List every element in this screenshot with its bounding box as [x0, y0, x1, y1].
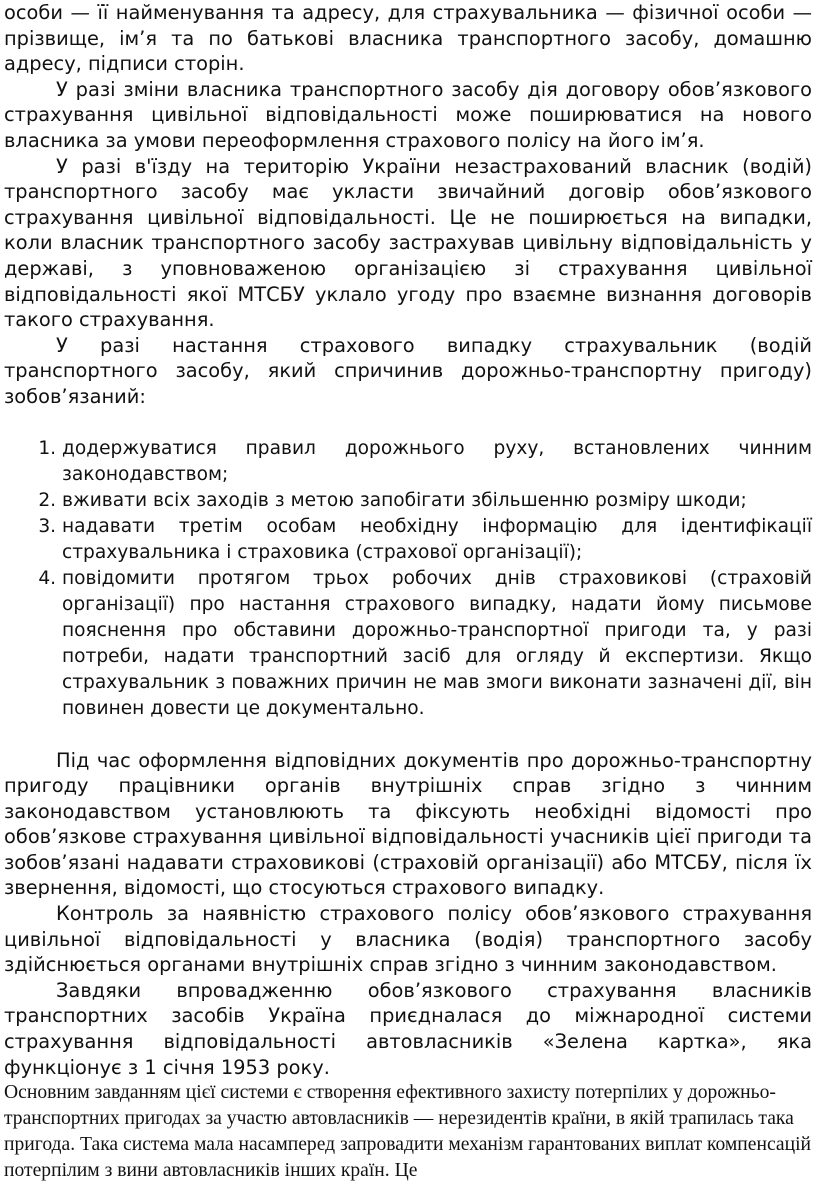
paragraph-green-card: Завдяки впровадженню обов’язкового страхування власників транспортних засобів Україна приєдналася до міжнародної системи страхування відповідальності автовласників «Зелена картка», яка функціонує з 1 січня 1953 року. [4, 978, 812, 1079]
paragraph-entry-ukraine: У разі в'їзду на територію України незастрахований власник (водій) транспортного засобу має укласти звичайний договір обов’язкового страхування цивільної відповідальності. Це не поширюється на випадки, коли власник транспортного засобу застрахував цивільну відповідальність у державі, з уповноваженою організацією зі страхування цивільної відповідальності якої МТСБУ уклало угоду про взаємне визнання договорів такого страхування. [4, 154, 812, 332]
list-item: 3. надавати третім особам необхідну інформацію для ідентифікації страхувальника і страховика (страхової організації); [62, 514, 812, 566]
spacer [0, 722, 816, 748]
paragraph-police-duties: Під час оформлення відповідних документів про дорожньо-транспортну пригоду працівники органів внутрішніх справ згідно з чинним законодавством установлюють та фіксують необхідні відомості про обов’язкове страхування цивільної відповідальності учасників цієї пригоди та зобов’язані надавати страховикові (страховій організації) або МТСБУ, після їх звернення, відомості, що стосуються страхового випадку. [4, 748, 812, 900]
paragraph-policy-control: Контроль за наявністю страхового полісу обов’язкового страхування цивільної відповідальності у власника (водія) транспортного засобу здійснюється органами внутрішніх справ згідно з чинним законодавством. [4, 902, 812, 977]
paragraph-system-goal: Основним завданням цієї системи є створення ефективного захисту потерпілих у дорожньо-транспортних пригодах за участю автовласників — нерезидентів країни, в якій трапилась така пригода. Така система мала насамперед запровадити механізм гарантованих виплат компенсацій потерпілим з вини автовласників інших країн. Це [4, 1082, 812, 1182]
list-item: 2. вживати всіх заходів з метою запобігати збільшенню розміру шкоди; [62, 488, 812, 514]
paragraph-insured-event: У разі настання страхового випадку страхувальник (водій транспортного засобу, який спричинив дорожньо-транспортну пригоду) зобов’язаний: [4, 333, 812, 408]
paragraph-owner-details: особи — її найменування та адресу, для страхувальника — фізичної особи — прізвище, ім’я та по батькові власника транспортного засобу, домашню адресу, підписи сторін. [4, 1, 812, 76]
obligations-list [0, 436, 816, 722]
list-item: 1. додержуватися правил дорожнього руху, встановлених чинним законодавством; [62, 436, 812, 488]
paragraph-owner-change: У разі зміни власника транспортного засобу дія договору обов’язкового страхування цивільної відповідальності може поширюватися на нового власника за умови переоформлення страхового полісу на його ім’я. [4, 77, 812, 152]
list-item: 4. повідомити протягом трьох робочих днів страховикові (страховій організації) про настання страхового випадку, надати йому письмове пояснення про обставини дорожньо-транспортної пригоди та, у разі потреби, надати транспортний засіб для огляду й експертизи. Якщо страхувальник з поважних причин не мав змоги виконати зазначені дії, він повинен довести це документально. [62, 566, 812, 722]
